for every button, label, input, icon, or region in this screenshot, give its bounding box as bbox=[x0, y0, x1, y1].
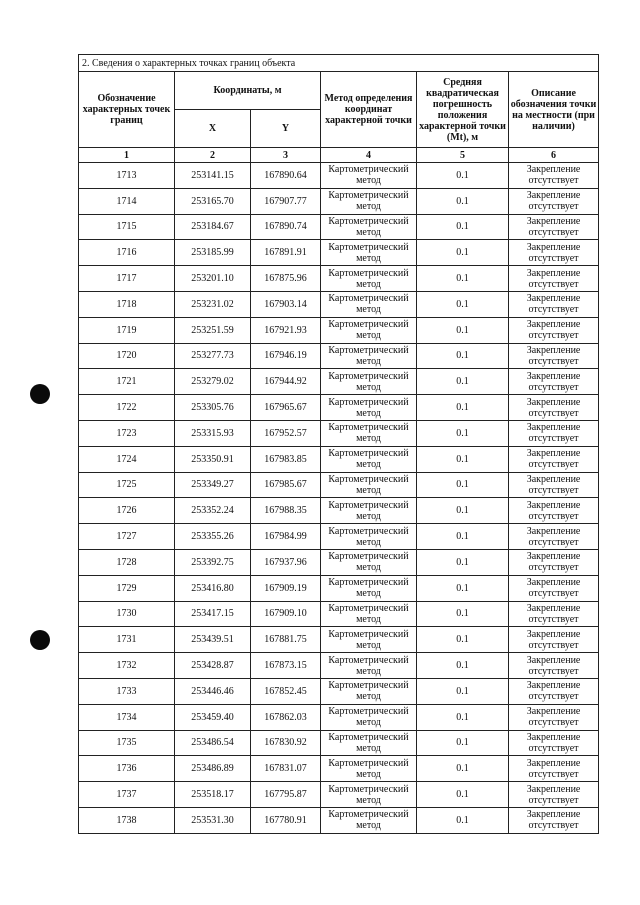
method-cell: Картометрический метод bbox=[321, 627, 417, 653]
point-id-cell: 1719 bbox=[79, 317, 175, 343]
coord-x-cell: 253486.54 bbox=[175, 730, 251, 756]
table-row bbox=[79, 575, 599, 601]
error-cell: 0.1 bbox=[417, 575, 509, 601]
point-id-cell: 1733 bbox=[79, 678, 175, 704]
coord-x-cell: 253279.02 bbox=[175, 369, 251, 395]
method-cell: Картометрический метод bbox=[321, 446, 417, 472]
coord-x-cell: 253459.40 bbox=[175, 704, 251, 730]
error-cell: 0.1 bbox=[417, 188, 509, 214]
table-row bbox=[79, 601, 599, 627]
header-method: Метод определения координат характерной точки bbox=[321, 72, 417, 148]
coord-y-cell: 167831.07 bbox=[251, 756, 321, 782]
point-id-cell: 1716 bbox=[79, 240, 175, 266]
method-cell: Картометрический метод bbox=[321, 214, 417, 240]
description-cell: Закрепление отсутствует bbox=[509, 524, 599, 550]
error-cell: 0.1 bbox=[417, 730, 509, 756]
column-number: 6 bbox=[509, 148, 599, 163]
description-cell: Закрепление отсутствует bbox=[509, 395, 599, 421]
method-cell: Картометрический метод bbox=[321, 163, 417, 189]
coord-y-cell: 167795.87 bbox=[251, 782, 321, 808]
description-cell: Закрепление отсутствует bbox=[509, 807, 599, 833]
header-x: X bbox=[175, 110, 251, 148]
description-cell: Закрепление отсутствует bbox=[509, 730, 599, 756]
point-id-cell: 1730 bbox=[79, 601, 175, 627]
error-cell: 0.1 bbox=[417, 472, 509, 498]
coord-x-cell: 253531.30 bbox=[175, 807, 251, 833]
error-cell: 0.1 bbox=[417, 678, 509, 704]
point-id-cell: 1714 bbox=[79, 188, 175, 214]
description-cell: Закрепление отсутствует bbox=[509, 343, 599, 369]
coord-y-cell: 167907.77 bbox=[251, 188, 321, 214]
method-cell: Картометрический метод bbox=[321, 653, 417, 679]
section-title: 2. Сведения о характерных точках границ объекта bbox=[79, 55, 599, 72]
table-row bbox=[79, 395, 599, 421]
point-id-cell: 1718 bbox=[79, 291, 175, 317]
point-id-cell: 1723 bbox=[79, 420, 175, 446]
column-number: 4 bbox=[321, 148, 417, 163]
error-cell: 0.1 bbox=[417, 266, 509, 292]
coord-x-cell: 253185.99 bbox=[175, 240, 251, 266]
point-id-cell: 1713 bbox=[79, 163, 175, 189]
table-row bbox=[79, 549, 599, 575]
table-row bbox=[79, 214, 599, 240]
coord-y-cell: 167952.57 bbox=[251, 420, 321, 446]
error-cell: 0.1 bbox=[417, 782, 509, 808]
coord-x-cell: 253486.89 bbox=[175, 756, 251, 782]
method-cell: Картометрический метод bbox=[321, 266, 417, 292]
table-row bbox=[79, 266, 599, 292]
table-row bbox=[79, 730, 599, 756]
point-id-cell: 1726 bbox=[79, 498, 175, 524]
header-point-designation: Обозначение характерных точек границ bbox=[79, 72, 175, 148]
table-row bbox=[79, 446, 599, 472]
method-cell: Картометрический метод bbox=[321, 188, 417, 214]
column-number-row bbox=[79, 148, 599, 163]
method-cell: Картометрический метод bbox=[321, 240, 417, 266]
table-row bbox=[79, 472, 599, 498]
coord-y-cell: 167909.19 bbox=[251, 575, 321, 601]
point-id-cell: 1715 bbox=[79, 214, 175, 240]
coord-y-cell: 167965.67 bbox=[251, 395, 321, 421]
table-row bbox=[79, 756, 599, 782]
description-cell: Закрепление отсутствует bbox=[509, 627, 599, 653]
method-cell: Картометрический метод bbox=[321, 549, 417, 575]
description-cell: Закрепление отсутствует bbox=[509, 369, 599, 395]
coord-x-cell: 253165.70 bbox=[175, 188, 251, 214]
error-cell: 0.1 bbox=[417, 524, 509, 550]
point-id-cell: 1738 bbox=[79, 807, 175, 833]
coord-y-cell: 167852.45 bbox=[251, 678, 321, 704]
column-number: 2 bbox=[175, 148, 251, 163]
coord-x-cell: 253305.76 bbox=[175, 395, 251, 421]
description-cell: Закрепление отсутствует bbox=[509, 601, 599, 627]
table-row bbox=[79, 291, 599, 317]
method-cell: Картометрический метод bbox=[321, 317, 417, 343]
coord-x-cell: 253439.51 bbox=[175, 627, 251, 653]
error-cell: 0.1 bbox=[417, 163, 509, 189]
description-cell: Закрепление отсутствует bbox=[509, 188, 599, 214]
description-cell: Закрепление отсутствует bbox=[509, 291, 599, 317]
description-cell: Закрепление отсутствует bbox=[509, 240, 599, 266]
point-id-cell: 1736 bbox=[79, 756, 175, 782]
coord-y-cell: 167921.93 bbox=[251, 317, 321, 343]
description-cell: Закрепление отсутствует bbox=[509, 704, 599, 730]
coord-x-cell: 253141.15 bbox=[175, 163, 251, 189]
table-row bbox=[79, 704, 599, 730]
table-row bbox=[79, 807, 599, 833]
method-cell: Картометрический метод bbox=[321, 704, 417, 730]
column-number: 3 bbox=[251, 148, 321, 163]
point-id-cell: 1732 bbox=[79, 653, 175, 679]
description-cell: Закрепление отсутствует bbox=[509, 472, 599, 498]
description-cell: Закрепление отсутствует bbox=[509, 575, 599, 601]
point-id-cell: 1725 bbox=[79, 472, 175, 498]
coord-y-cell: 167984.99 bbox=[251, 524, 321, 550]
method-cell: Картометрический метод bbox=[321, 575, 417, 601]
error-cell: 0.1 bbox=[417, 756, 509, 782]
table-row bbox=[79, 524, 599, 550]
coord-y-cell: 167890.64 bbox=[251, 163, 321, 189]
method-cell: Картометрический метод bbox=[321, 524, 417, 550]
description-cell: Закрепление отсутствует bbox=[509, 214, 599, 240]
point-id-cell: 1735 bbox=[79, 730, 175, 756]
table-row bbox=[79, 627, 599, 653]
coord-x-cell: 253201.10 bbox=[175, 266, 251, 292]
method-cell: Картометрический метод bbox=[321, 291, 417, 317]
coord-y-cell: 167988.35 bbox=[251, 498, 321, 524]
point-id-cell: 1727 bbox=[79, 524, 175, 550]
method-cell: Картометрический метод bbox=[321, 782, 417, 808]
description-cell: Закрепление отсутствует bbox=[509, 163, 599, 189]
coord-y-cell: 167830.92 bbox=[251, 730, 321, 756]
method-cell: Картометрический метод bbox=[321, 369, 417, 395]
method-cell: Картометрический метод bbox=[321, 498, 417, 524]
coord-x-cell: 253416.80 bbox=[175, 575, 251, 601]
method-cell: Картометрический метод bbox=[321, 730, 417, 756]
method-cell: Картометрический метод bbox=[321, 343, 417, 369]
table-row bbox=[79, 653, 599, 679]
point-id-cell: 1720 bbox=[79, 343, 175, 369]
table-row bbox=[79, 782, 599, 808]
coord-x-cell: 253352.24 bbox=[175, 498, 251, 524]
error-cell: 0.1 bbox=[417, 240, 509, 266]
coord-y-cell: 167862.03 bbox=[251, 704, 321, 730]
coord-x-cell: 253355.26 bbox=[175, 524, 251, 550]
error-cell: 0.1 bbox=[417, 653, 509, 679]
error-cell: 0.1 bbox=[417, 549, 509, 575]
coord-y-cell: 167903.14 bbox=[251, 291, 321, 317]
method-cell: Картометрический метод bbox=[321, 756, 417, 782]
coord-y-cell: 167780.91 bbox=[251, 807, 321, 833]
description-cell: Закрепление отсутствует bbox=[509, 446, 599, 472]
coord-x-cell: 253417.15 bbox=[175, 601, 251, 627]
method-cell: Картометрический метод bbox=[321, 601, 417, 627]
coord-x-cell: 253251.59 bbox=[175, 317, 251, 343]
header-y: Y bbox=[251, 110, 321, 148]
error-cell: 0.1 bbox=[417, 420, 509, 446]
table-row bbox=[79, 369, 599, 395]
point-id-cell: 1724 bbox=[79, 446, 175, 472]
punch-hole-bottom bbox=[30, 630, 50, 650]
error-cell: 0.1 bbox=[417, 369, 509, 395]
error-cell: 0.1 bbox=[417, 291, 509, 317]
point-id-cell: 1728 bbox=[79, 549, 175, 575]
table-row bbox=[79, 343, 599, 369]
coord-y-cell: 167873.15 bbox=[251, 653, 321, 679]
coord-x-cell: 253184.67 bbox=[175, 214, 251, 240]
point-id-cell: 1717 bbox=[79, 266, 175, 292]
column-number: 1 bbox=[79, 148, 175, 163]
coord-x-cell: 253518.17 bbox=[175, 782, 251, 808]
coord-x-cell: 253446.46 bbox=[175, 678, 251, 704]
boundary-points-table bbox=[78, 54, 599, 834]
point-id-cell: 1734 bbox=[79, 704, 175, 730]
error-cell: 0.1 bbox=[417, 395, 509, 421]
method-cell: Картометрический метод bbox=[321, 678, 417, 704]
method-cell: Картометрический метод bbox=[321, 395, 417, 421]
table-row bbox=[79, 678, 599, 704]
point-id-cell: 1729 bbox=[79, 575, 175, 601]
coord-x-cell: 253277.73 bbox=[175, 343, 251, 369]
coord-x-cell: 253349.27 bbox=[175, 472, 251, 498]
description-cell: Закрепление отсутствует bbox=[509, 498, 599, 524]
description-cell: Закрепление отсутствует bbox=[509, 782, 599, 808]
coord-y-cell: 167937.96 bbox=[251, 549, 321, 575]
table-row bbox=[79, 317, 599, 343]
description-cell: Закрепление отсутствует bbox=[509, 653, 599, 679]
error-cell: 0.1 bbox=[417, 807, 509, 833]
error-cell: 0.1 bbox=[417, 627, 509, 653]
method-cell: Картометрический метод bbox=[321, 472, 417, 498]
table-row bbox=[79, 240, 599, 266]
coord-x-cell: 253231.02 bbox=[175, 291, 251, 317]
method-cell: Картометрический метод bbox=[321, 807, 417, 833]
coord-x-cell: 253315.93 bbox=[175, 420, 251, 446]
table-row bbox=[79, 498, 599, 524]
coord-y-cell: 167890.74 bbox=[251, 214, 321, 240]
description-cell: Закрепление отсутствует bbox=[509, 678, 599, 704]
error-cell: 0.1 bbox=[417, 498, 509, 524]
description-cell: Закрепление отсутствует bbox=[509, 420, 599, 446]
error-cell: 0.1 bbox=[417, 704, 509, 730]
coord-x-cell: 253350.91 bbox=[175, 446, 251, 472]
description-cell: Закрепление отсутствует bbox=[509, 756, 599, 782]
coord-y-cell: 167875.96 bbox=[251, 266, 321, 292]
table-row bbox=[79, 163, 599, 189]
method-cell: Картометрический метод bbox=[321, 420, 417, 446]
coord-y-cell: 167909.10 bbox=[251, 601, 321, 627]
point-id-cell: 1721 bbox=[79, 369, 175, 395]
error-cell: 0.1 bbox=[417, 214, 509, 240]
point-id-cell: 1731 bbox=[79, 627, 175, 653]
point-id-cell: 1737 bbox=[79, 782, 175, 808]
coord-y-cell: 167881.75 bbox=[251, 627, 321, 653]
error-cell: 0.1 bbox=[417, 446, 509, 472]
description-cell: Закрепление отсутствует bbox=[509, 266, 599, 292]
coord-x-cell: 253392.75 bbox=[175, 549, 251, 575]
description-cell: Закрепление отсутствует bbox=[509, 549, 599, 575]
coord-y-cell: 167946.19 bbox=[251, 343, 321, 369]
error-cell: 0.1 bbox=[417, 317, 509, 343]
coord-y-cell: 167985.67 bbox=[251, 472, 321, 498]
table-row bbox=[79, 188, 599, 214]
description-cell: Закрепление отсутствует bbox=[509, 317, 599, 343]
table-row bbox=[79, 420, 599, 446]
coord-y-cell: 167891.91 bbox=[251, 240, 321, 266]
punch-hole-top bbox=[30, 384, 50, 404]
coord-y-cell: 167983.85 bbox=[251, 446, 321, 472]
header-error: Средняя квадратическая погрешность положения характерной точки (Mt), м bbox=[417, 72, 509, 148]
column-number: 5 bbox=[417, 148, 509, 163]
coord-y-cell: 167944.92 bbox=[251, 369, 321, 395]
header-coordinates: Координаты, м bbox=[175, 72, 321, 110]
error-cell: 0.1 bbox=[417, 601, 509, 627]
coord-x-cell: 253428.87 bbox=[175, 653, 251, 679]
point-id-cell: 1722 bbox=[79, 395, 175, 421]
error-cell: 0.1 bbox=[417, 343, 509, 369]
header-description: Описание обозначения точки на местности (при наличии) bbox=[509, 72, 599, 148]
